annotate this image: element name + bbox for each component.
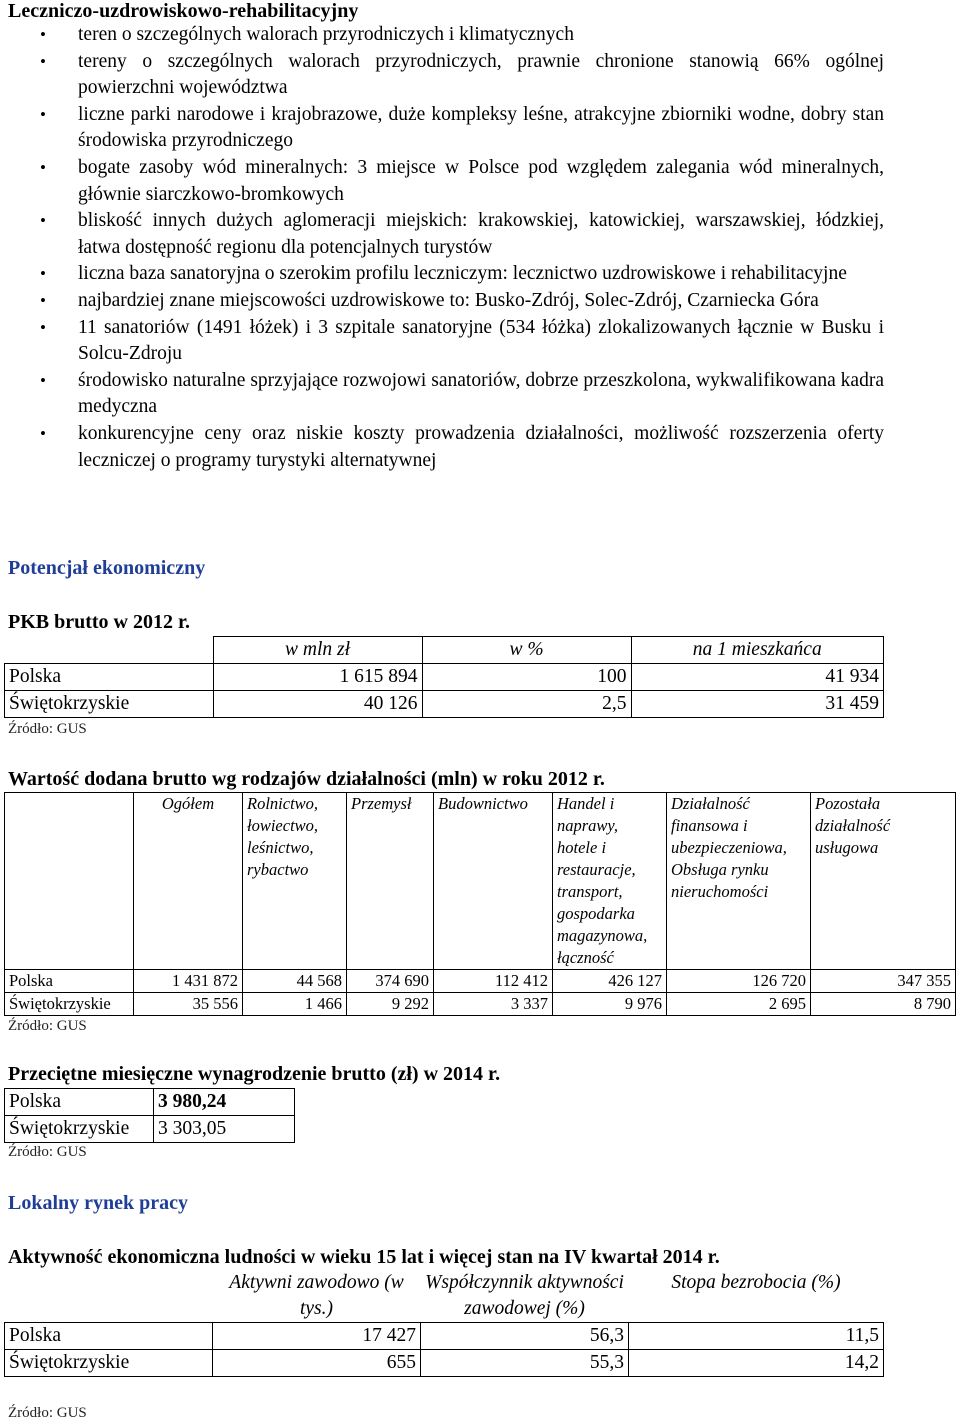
source-note: Źródło: GUS (8, 1144, 87, 1160)
col-header: w mln zł (213, 637, 422, 664)
row-label: Świętokrzyskie (5, 1116, 154, 1143)
cell: 55,3 (421, 1350, 629, 1377)
section-heading-labour: Lokalny rynek pracy (8, 1192, 189, 1214)
col-header: w % (422, 637, 631, 664)
cell: 31 459 (631, 691, 884, 718)
source-note: Źródło: GUS (8, 1018, 87, 1034)
cell: 9 976 (553, 993, 667, 1016)
cell: 3 337 (434, 993, 553, 1016)
pkb-table (4, 636, 884, 718)
list-item: • liczne parki narodowe i krajobrazowe, duże kompleksy leśne, atrakcyjne zbiorniki wodne, dobry stan środowiska przyrodniczego (8, 102, 884, 155)
table-row (5, 993, 956, 1016)
pkb-title: PKB brutto w 2012 r. (8, 611, 191, 633)
col-header: Handel i naprawy, hotele i restauracje, transport, gospodarka magazynowa, łączność (553, 793, 667, 970)
wages-table (4, 1088, 295, 1143)
features-list (8, 22, 884, 474)
col-header: Przemysł (347, 793, 434, 970)
col-header: Współczynnik aktywności zawodowej (%) (425, 1272, 624, 1319)
row-label: Polska (5, 664, 214, 691)
cell: 56,3 (421, 1323, 629, 1350)
col-header: na 1 mieszkańca (631, 637, 884, 664)
list-item: • konkurencyjne ceny oraz niskie koszty prowadzenia działalności, możliwość rozszerzenia oferty leczniczej o programy turystyki alternatywnej (8, 421, 884, 474)
col-header: Budownictwo (434, 793, 553, 970)
cell: 2 695 (667, 993, 811, 1016)
cell: 655 (213, 1350, 421, 1377)
cell: 100 (422, 664, 631, 691)
cell: 41 934 (631, 664, 884, 691)
list-item: • środowisko naturalne sprzyjające rozwojowi sanatoriów, dobrze przeszkolona, wykwalifikowana kadra medyczna (8, 368, 884, 421)
cell: 374 690 (347, 970, 434, 993)
table-row (5, 664, 884, 691)
activity-table (4, 1270, 884, 1377)
col-header: Aktywni zawodowo (w tys.) (229, 1272, 404, 1319)
cell: 11,5 (629, 1323, 884, 1350)
cell: 347 355 (811, 970, 956, 993)
table-row (5, 970, 956, 993)
list-item: • liczna baza sanatoryjna o szerokim profilu leczniczym: lecznictwo uzdrowiskowe i rehabilitacyjne (8, 261, 884, 288)
table-row (5, 1116, 295, 1143)
cell: 35 556 (134, 993, 243, 1016)
list-item: • tereny o szczególnych walorach przyrodniczych, prawnie chronione stanowią 66% ogólnej powierzchni województwa (8, 49, 884, 102)
cell: 9 292 (347, 993, 434, 1016)
list-item: • najbardziej znane miejscowości uzdrowiskowe to: Busko-Zdrój, Solec-Zdrój, Czarniecka Góra (8, 288, 884, 315)
table-corner (5, 637, 214, 664)
row-label: Polska (5, 1323, 213, 1350)
wages-title: Przeciętne miesięczne wynagrodzenie brutto (zł) w 2014 r. (8, 1063, 501, 1085)
row-label: Świętokrzyskie (5, 691, 214, 718)
table-header-row (5, 637, 884, 664)
list-item: • bliskość innych dużych aglomeracji miejskich: krakowskiej, katowickiej, warszawskiej, łódzkiej, łatwa dostępność regionu dla potencjalnych turystów (8, 208, 884, 261)
cell: 2,5 (422, 691, 631, 718)
table-row (5, 691, 884, 718)
col-header: Pozostała działalność usługowa (811, 793, 956, 970)
gva-title: Wartość dodana brutto wg rodzajów działalności (mln) w roku 2012 r. (8, 768, 605, 790)
cell: 1 466 (243, 993, 347, 1016)
table-corner (5, 793, 134, 970)
row-label: Świętokrzyskie (5, 1350, 213, 1377)
cell: 3 980,24 (154, 1089, 295, 1116)
cell: 14,2 (629, 1350, 884, 1377)
col-header: Stopa bezrobocia (%) (671, 1272, 841, 1293)
activity-title: Aktywność ekonomiczna ludności w wieku 15 lat i więcej stan na IV kwartał 2014 r. (8, 1246, 720, 1268)
col-header: Rolnictwo, łowiectwo, leśnictwo, rybactwo (243, 793, 347, 970)
table-header-row (5, 1270, 884, 1323)
section-heading-economic: Potencjał ekonomiczny (8, 557, 206, 579)
cell: 112 412 (434, 970, 553, 993)
list-item: • teren o szczególnych walorach przyrodniczych i klimatycznych (8, 22, 884, 49)
gva-table (4, 792, 956, 1016)
cell: 126 720 (667, 970, 811, 993)
col-header: Ogółem (134, 793, 243, 970)
col-header: Działalność finansowa i ubezpieczeniowa, Obsługa rynku nieruchomości (667, 793, 811, 970)
table-row (5, 1323, 884, 1350)
row-label: Polska (5, 970, 134, 993)
cell: 3 303,05 (154, 1116, 295, 1143)
list-item: • bogate zasoby wód mineralnych: 3 miejsce w Polsce pod względem zalegania wód mineralnych, głównie siarczkowo-bromkowych (8, 155, 884, 208)
source-note: Źródło: GUS (8, 721, 87, 737)
list-item: • 11 sanatoriów (1491 łóżek) i 3 szpitale sanatoryjne (534 łóżka) zlokalizowanych łącznie w Busku i Solcu-Zdroju (8, 315, 884, 368)
table-row (5, 1089, 295, 1116)
cell: 44 568 (243, 970, 347, 993)
row-label: Świętokrzyskie (5, 993, 134, 1016)
row-label: Polska (5, 1089, 154, 1116)
cell: 1 431 872 (134, 970, 243, 993)
cell: 17 427 (213, 1323, 421, 1350)
cell: 40 126 (213, 691, 422, 718)
cell: 1 615 894 (213, 664, 422, 691)
cell: 8 790 (811, 993, 956, 1016)
source-note: Źródło: GUS (8, 1405, 87, 1421)
table-corner (5, 1270, 213, 1323)
table-header-row (5, 793, 956, 970)
cell: 426 127 (553, 970, 667, 993)
intro-heading: Leczniczo-uzdrowiskowo-rehabilitacyjny (8, 0, 359, 22)
table-row (5, 1350, 884, 1377)
